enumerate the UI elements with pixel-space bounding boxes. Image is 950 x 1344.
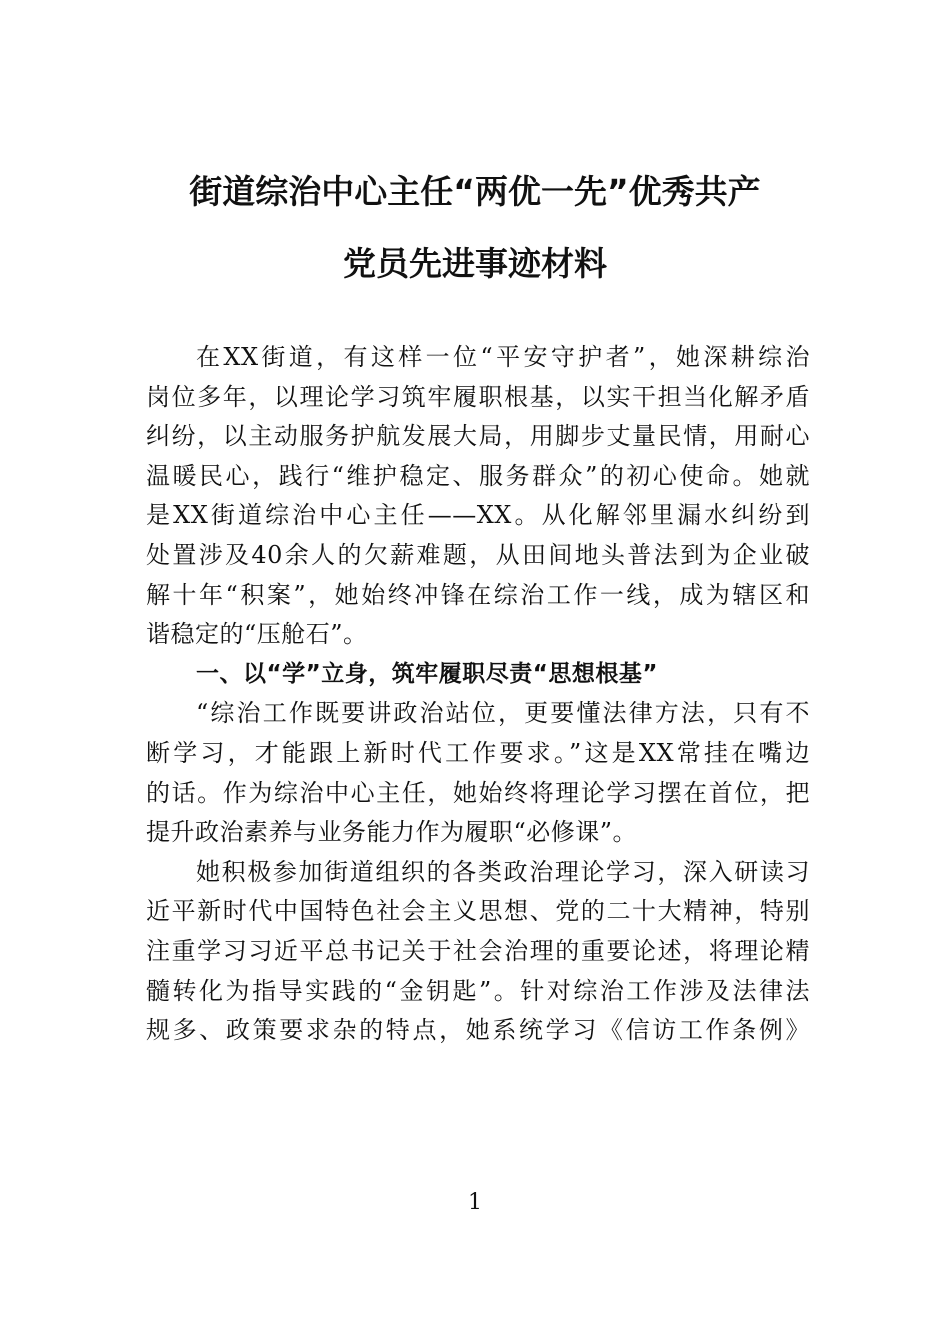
paragraph-line: 近平新时代中国特色社会主义思想、党的二十大精神，特别 bbox=[146, 897, 810, 926]
section-heading-1 bbox=[146, 655, 810, 695]
paragraph-line: 断学习，才能跟上新时代工作要求。”这是XX常挂在嘴边 bbox=[146, 738, 810, 767]
paragraph-line: 温暖民心，践行“维护稳定、服务群众”的初心使命。她就 bbox=[146, 461, 810, 490]
paragraph-line: 在XX街道，有这样一位“平安守护者”，她深耕综治 bbox=[196, 343, 810, 371]
document-title-line-2: 党员先进事迹材料 bbox=[343, 244, 607, 283]
paragraph-line: 髓转化为指导实践的“金钥匙”。针对综治工作涉及法律法 bbox=[146, 976, 810, 1005]
document-body bbox=[146, 338, 810, 1051]
document-title-line-1: 街道综治中心主任“两优一先”优秀共产 bbox=[189, 172, 761, 211]
paragraph-line: 提升政治素养与业务能力作为履职“必修课”。 bbox=[146, 818, 638, 847]
paragraph-line: 解十年“积案”，她始终冲锋在综治工作一线，成为辖区和 bbox=[146, 580, 810, 609]
paragraph-line: “综治工作既要讲政治站位，更要懂法律方法，只有不 bbox=[196, 699, 810, 728]
paragraph-quote bbox=[146, 694, 810, 852]
section-heading-text: 一、以“学”立身，筑牢履职尽责“思想根基” bbox=[196, 660, 658, 687]
paragraph-line: 岗位多年，以理论学习筑牢履职根基，以实干担当化解矛盾 bbox=[146, 382, 810, 411]
paragraph-line: 规多、政策要求杂的特点，她系统学习《信访工作条例》 bbox=[146, 1016, 810, 1045]
paragraph-line: 注重学习习近平总书记关于社会治理的重要论述，将理论精 bbox=[146, 936, 810, 965]
page-number: 1 bbox=[468, 1190, 482, 1215]
paragraph-line: 处置涉及40余人的欠薪难题，从田间地头普法到为企业破 bbox=[146, 540, 810, 569]
paragraph-line: 她积极参加街道组织的各类政治理论学习，深入研读习 bbox=[196, 857, 810, 886]
paragraph-line: 的话。作为综治中心主任，她始终将理论学习摆在首位，把 bbox=[146, 778, 810, 807]
paragraph-line: 谐稳定的“压舱石”。 bbox=[146, 620, 368, 649]
paragraph-line: 是XX街道综治中心主任——XX。从化解邻里漏水纠纷到 bbox=[146, 501, 810, 530]
paragraph-study bbox=[146, 853, 810, 1051]
paragraph-line: 纠纷，以主动服务护航发展大局，用脚步丈量民情，用耐心 bbox=[146, 422, 810, 451]
paragraph-intro bbox=[146, 338, 810, 655]
